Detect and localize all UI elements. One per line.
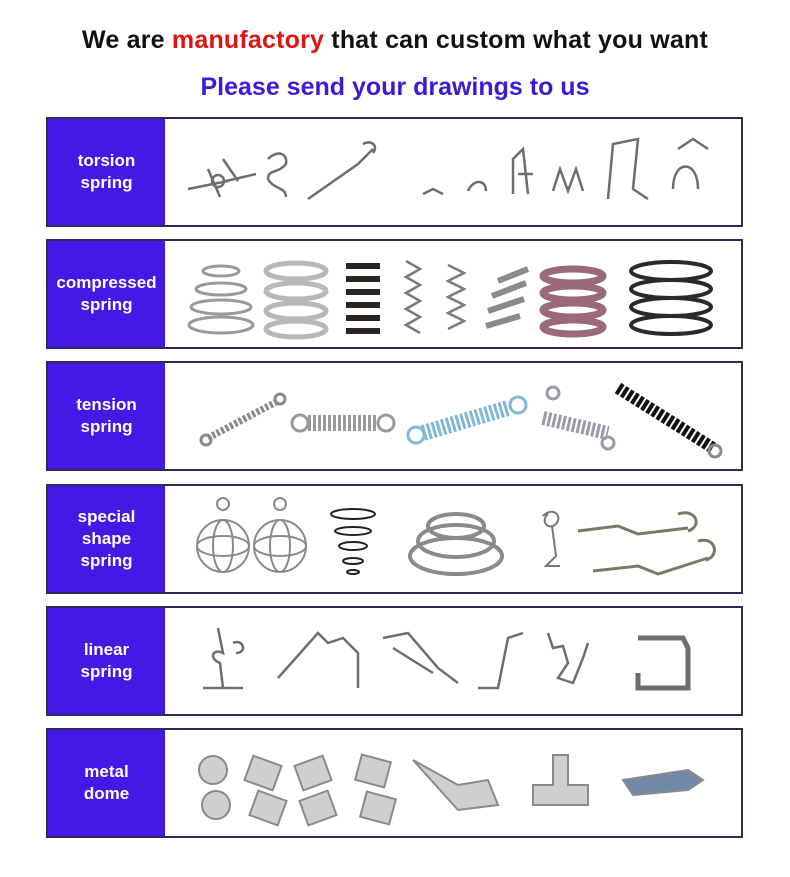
product-photos	[168, 241, 741, 347]
category-row-linear	[46, 606, 743, 716]
product-photos	[168, 486, 741, 592]
linear-spring-images	[168, 608, 743, 714]
product-photos	[168, 730, 741, 836]
compressed-spring-images	[168, 241, 743, 347]
category-row-compressed	[46, 239, 743, 349]
torsion-spring-images	[168, 119, 743, 225]
category-row-torsion	[46, 117, 743, 227]
category-label: compressed spring	[48, 241, 165, 347]
category-row-special-shape	[46, 484, 743, 594]
headline-text-2: that can custom what you want	[324, 26, 708, 54]
category-label: torsion spring	[48, 119, 165, 225]
product-photos	[168, 119, 741, 225]
headline-accent: manufactory	[171, 26, 325, 54]
category-label: linear spring	[48, 608, 165, 714]
special-shape-spring-images	[168, 486, 743, 592]
category-label: tension spring	[48, 363, 165, 469]
product-photos	[168, 608, 741, 714]
metal-dome-images	[168, 730, 743, 836]
subheadline: Please send your drawings to us	[200, 73, 590, 101]
category-label: metal dome	[48, 730, 165, 836]
category-label: special shape spring	[48, 486, 165, 592]
headline	[0, 26, 790, 55]
category-row-tension	[46, 361, 743, 471]
product-photos	[168, 363, 741, 469]
headline-text-1: We are	[82, 26, 172, 54]
category-row-metal-dome	[46, 728, 743, 838]
tension-spring-images	[168, 363, 743, 469]
